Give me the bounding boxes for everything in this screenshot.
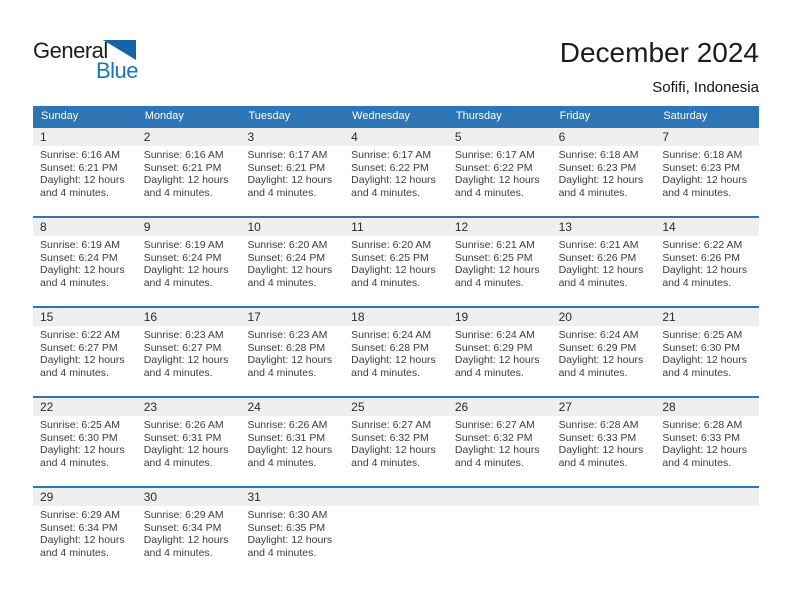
- daylight-text-line1: Daylight: 12 hours: [143, 354, 229, 367]
- day-cell-13: [552, 218, 656, 306]
- day-details: [344, 416, 448, 469]
- daylight-text-line2: and 4 minutes.: [351, 276, 421, 289]
- day-number: 4: [344, 128, 448, 146]
- sunset-text: Sunset: 6:24 PM: [143, 251, 222, 264]
- sunrise-text: Sunrise: 6:16 AM: [143, 149, 224, 161]
- sunset-text: Sunset: 6:32 PM: [351, 431, 429, 444]
- day-cell-3: [240, 128, 344, 216]
- sunrise-text: Sunrise: 6:20 AM: [247, 239, 328, 251]
- day-number: 20: [552, 308, 656, 326]
- daylight-text-line2: and 4 minutes.: [558, 186, 628, 199]
- day-details: [33, 236, 137, 289]
- calendar: [33, 106, 759, 576]
- daylight-text-line1: Daylight: 12 hours: [143, 264, 229, 277]
- day-number: 21: [655, 308, 759, 326]
- sunset-text: Sunset: 6:21 PM: [247, 161, 326, 174]
- daylight-text-line2: and 4 minutes.: [247, 456, 317, 469]
- day-number: 24: [240, 398, 344, 416]
- day-details: [240, 416, 344, 469]
- day-cell-8: [33, 218, 137, 306]
- day-details: [552, 416, 656, 469]
- day-number: 3: [240, 128, 344, 146]
- sunrise-text: Sunrise: 6:22 AM: [662, 239, 743, 251]
- daylight-text-line1: Daylight: 12 hours: [40, 264, 125, 277]
- week-row: [33, 486, 759, 576]
- daylight-text-line2: and 4 minutes.: [247, 366, 317, 379]
- daylight-text-line2: and 4 minutes.: [454, 186, 524, 199]
- day-cell-14: [655, 218, 759, 306]
- daylight-text-line1: Daylight: 12 hours: [247, 534, 333, 547]
- daylight-text-line2: and 4 minutes.: [454, 456, 524, 469]
- sunset-text: Sunset: 6:21 PM: [143, 161, 222, 174]
- day-cell-empty: [655, 488, 759, 576]
- day-cell-21: [655, 308, 759, 396]
- day-cell-empty: [552, 488, 656, 576]
- daylight-text-line1: Daylight: 12 hours: [558, 174, 644, 187]
- daylight-text-line2: and 4 minutes.: [40, 186, 109, 199]
- sunset-text: Sunset: 6:33 PM: [558, 431, 637, 444]
- daylight-text-line2: and 4 minutes.: [143, 456, 213, 469]
- day-cell-9: [137, 218, 241, 306]
- sunset-text: Sunset: 6:26 PM: [558, 251, 637, 264]
- sunset-text: Sunset: 6:29 PM: [454, 341, 533, 354]
- sunrise-text: Sunrise: 6:21 AM: [558, 239, 639, 251]
- day-cell-6: [552, 128, 656, 216]
- daylight-text-line1: Daylight: 12 hours: [40, 534, 125, 547]
- sunrise-text: Sunrise: 6:18 AM: [558, 149, 639, 161]
- day-number: 27: [552, 398, 656, 416]
- daylight-text-line1: Daylight: 12 hours: [662, 444, 747, 457]
- weekday-header-thursday: Thursday: [455, 110, 502, 122]
- day-number: 12: [448, 218, 552, 236]
- daylight-text-line1: Daylight: 12 hours: [454, 174, 540, 187]
- sunset-text: Sunset: 6:30 PM: [662, 341, 740, 354]
- sunrise-text: Sunrise: 6:21 AM: [454, 239, 535, 251]
- day-number: 5: [448, 128, 552, 146]
- daylight-text-line2: and 4 minutes.: [454, 366, 524, 379]
- day-details: [655, 146, 759, 199]
- sunset-text: Sunset: 6:22 PM: [454, 161, 533, 174]
- day-details: [344, 146, 448, 199]
- day-details: [448, 146, 552, 199]
- daylight-text-line2: and 4 minutes.: [454, 276, 524, 289]
- daylight-text-line2: and 4 minutes.: [662, 186, 732, 199]
- day-number: 14: [655, 218, 759, 236]
- sunset-text: Sunset: 6:33 PM: [662, 431, 740, 444]
- weekday-header-wednesday: Wednesday: [352, 110, 411, 122]
- daylight-text-line2: and 4 minutes.: [558, 276, 628, 289]
- day-details: [655, 416, 759, 469]
- day-details: [33, 326, 137, 379]
- logo-text-general: General: [33, 38, 108, 63]
- general-blue-logo: [33, 38, 173, 86]
- day-cell-25: [344, 398, 448, 486]
- day-number: 19: [448, 308, 552, 326]
- day-details: [448, 236, 552, 289]
- daylight-text-line1: Daylight: 12 hours: [40, 354, 125, 367]
- day-details: [137, 236, 241, 289]
- daylight-text-line1: Daylight: 12 hours: [351, 264, 436, 277]
- daylight-text-line1: Daylight: 12 hours: [143, 534, 229, 547]
- day-number: 30: [137, 488, 241, 506]
- day-cell-31: [240, 488, 344, 576]
- sunset-text: Sunset: 6:28 PM: [351, 341, 429, 354]
- day-cell-17: [240, 308, 344, 396]
- calendar-grid: [33, 126, 759, 576]
- day-number: [655, 488, 759, 506]
- daylight-text-line2: and 4 minutes.: [662, 276, 732, 289]
- daylight-text-line2: and 4 minutes.: [40, 366, 109, 379]
- weekday-header-row: [33, 106, 759, 126]
- sunrise-text: Sunrise: 6:28 AM: [662, 419, 743, 431]
- week-row: [33, 216, 759, 306]
- sunrise-text: Sunrise: 6:24 AM: [454, 329, 535, 341]
- sunrise-text: Sunrise: 6:23 AM: [247, 329, 328, 341]
- day-details: [552, 326, 656, 379]
- day-number: 16: [137, 308, 241, 326]
- day-number: 17: [240, 308, 344, 326]
- day-details: [344, 326, 448, 379]
- sunset-text: Sunset: 6:29 PM: [558, 341, 637, 354]
- day-cell-28: [655, 398, 759, 486]
- daylight-text-line2: and 4 minutes.: [247, 546, 317, 559]
- day-cell-18: [344, 308, 448, 396]
- sunset-text: Sunset: 6:26 PM: [662, 251, 740, 264]
- day-details: [552, 146, 656, 199]
- daylight-text-line2: and 4 minutes.: [40, 546, 109, 559]
- sunrise-text: Sunrise: 6:30 AM: [247, 509, 328, 521]
- daylight-text-line2: and 4 minutes.: [247, 276, 317, 289]
- daylight-text-line1: Daylight: 12 hours: [247, 444, 333, 457]
- day-details: [240, 236, 344, 289]
- day-details: [344, 236, 448, 289]
- daylight-text-line2: and 4 minutes.: [247, 186, 317, 199]
- day-cell-11: [344, 218, 448, 306]
- daylight-text-line1: Daylight: 12 hours: [558, 354, 644, 367]
- daylight-text-line1: Daylight: 12 hours: [662, 174, 747, 187]
- weekday-header-tuesday: Tuesday: [248, 110, 291, 122]
- daylight-text-line2: and 4 minutes.: [143, 366, 213, 379]
- day-number: 15: [33, 308, 137, 326]
- day-cell-7: [655, 128, 759, 216]
- week-row: [33, 126, 759, 216]
- sunrise-text: Sunrise: 6:24 AM: [558, 329, 639, 341]
- day-number: 7: [655, 128, 759, 146]
- daylight-text-line1: Daylight: 12 hours: [143, 444, 229, 457]
- day-details: [655, 236, 759, 289]
- sunrise-text: Sunrise: 6:26 AM: [247, 419, 328, 431]
- day-cell-5: [448, 128, 552, 216]
- day-number: 8: [33, 218, 137, 236]
- day-details: [137, 146, 241, 199]
- page-title: December 2024: [559, 37, 759, 68]
- sunrise-text: Sunrise: 6:24 AM: [351, 329, 432, 341]
- day-cell-15: [33, 308, 137, 396]
- day-cell-empty: [344, 488, 448, 576]
- sunrise-text: Sunrise: 6:17 AM: [454, 149, 535, 161]
- day-details: [448, 416, 552, 469]
- day-number: 1: [33, 128, 137, 146]
- day-details: [33, 146, 137, 199]
- logo-triangle-icon: [103, 40, 136, 60]
- day-number: 2: [137, 128, 241, 146]
- day-details: [137, 326, 241, 379]
- day-number: 25: [344, 398, 448, 416]
- day-number: 28: [655, 398, 759, 416]
- daylight-text-line2: and 4 minutes.: [662, 456, 732, 469]
- sunrise-text: Sunrise: 6:17 AM: [247, 149, 328, 161]
- daylight-text-line1: Daylight: 12 hours: [558, 444, 644, 457]
- weekday-header-friday: Friday: [559, 110, 591, 122]
- daylight-text-line1: Daylight: 12 hours: [351, 444, 436, 457]
- daylight-text-line1: Daylight: 12 hours: [143, 174, 229, 187]
- daylight-text-line1: Daylight: 12 hours: [662, 264, 747, 277]
- day-cell-29: [33, 488, 137, 576]
- day-cell-19: [448, 308, 552, 396]
- day-cell-22: [33, 398, 137, 486]
- sunset-text: Sunset: 6:23 PM: [558, 161, 637, 174]
- day-details: [240, 506, 344, 559]
- daylight-text-line2: and 4 minutes.: [558, 456, 628, 469]
- daylight-text-line1: Daylight: 12 hours: [454, 354, 540, 367]
- weekday-header-saturday: Saturday: [663, 110, 708, 122]
- day-cell-24: [240, 398, 344, 486]
- daylight-text-line1: Daylight: 12 hours: [40, 444, 125, 457]
- day-number: 29: [33, 488, 137, 506]
- day-cell-10: [240, 218, 344, 306]
- sunset-text: Sunset: 6:23 PM: [662, 161, 740, 174]
- day-number: 23: [137, 398, 241, 416]
- page-subtitle: Sofifi, Indonesia: [652, 79, 759, 96]
- sunrise-text: Sunrise: 6:25 AM: [40, 419, 120, 431]
- sunset-text: Sunset: 6:25 PM: [351, 251, 429, 264]
- daylight-text-line1: Daylight: 12 hours: [351, 354, 436, 367]
- sunset-text: Sunset: 6:34 PM: [40, 521, 118, 534]
- sunset-text: Sunset: 6:27 PM: [40, 341, 118, 354]
- daylight-text-line1: Daylight: 12 hours: [351, 174, 436, 187]
- sunrise-text: Sunrise: 6:29 AM: [143, 509, 224, 521]
- weekday-header-sunday: Sunday: [41, 110, 79, 122]
- sunrise-text: Sunrise: 6:18 AM: [662, 149, 743, 161]
- sunrise-text: Sunrise: 6:26 AM: [143, 419, 224, 431]
- sunset-text: Sunset: 6:22 PM: [351, 161, 429, 174]
- sunrise-text: Sunrise: 6:22 AM: [40, 329, 120, 341]
- sunrise-text: Sunrise: 6:27 AM: [351, 419, 432, 431]
- daylight-text-line2: and 4 minutes.: [40, 456, 109, 469]
- title-block: [560, 36, 759, 96]
- day-number: 18: [344, 308, 448, 326]
- day-cell-4: [344, 128, 448, 216]
- daylight-text-line1: Daylight: 12 hours: [247, 264, 333, 277]
- sunset-text: Sunset: 6:31 PM: [143, 431, 222, 444]
- week-row: [33, 306, 759, 396]
- daylight-text-line1: Daylight: 12 hours: [454, 264, 540, 277]
- sunset-text: Sunset: 6:34 PM: [143, 521, 222, 534]
- sunset-text: Sunset: 6:32 PM: [454, 431, 533, 444]
- day-number: [552, 488, 656, 506]
- day-details: [552, 236, 656, 289]
- day-details: [137, 506, 241, 559]
- day-number: [344, 488, 448, 506]
- day-cell-16: [137, 308, 241, 396]
- day-number: 13: [552, 218, 656, 236]
- day-cell-20: [552, 308, 656, 396]
- day-cell-26: [448, 398, 552, 486]
- day-details: [137, 416, 241, 469]
- sunrise-text: Sunrise: 6:29 AM: [40, 509, 120, 521]
- daylight-text-line2: and 4 minutes.: [558, 366, 628, 379]
- day-cell-2: [137, 128, 241, 216]
- day-cell-27: [552, 398, 656, 486]
- day-number: 9: [137, 218, 241, 236]
- daylight-text-line1: Daylight: 12 hours: [662, 354, 747, 367]
- day-cell-empty: [448, 488, 552, 576]
- sunrise-text: Sunrise: 6:28 AM: [558, 419, 639, 431]
- sunrise-text: Sunrise: 6:17 AM: [351, 149, 432, 161]
- daylight-text-line2: and 4 minutes.: [662, 366, 732, 379]
- sunrise-text: Sunrise: 6:19 AM: [40, 239, 120, 251]
- day-number: 26: [448, 398, 552, 416]
- sunrise-text: Sunrise: 6:25 AM: [662, 329, 743, 341]
- daylight-text-line1: Daylight: 12 hours: [40, 174, 125, 187]
- daylight-text-line1: Daylight: 12 hours: [247, 174, 333, 187]
- day-number: 10: [240, 218, 344, 236]
- day-details: [33, 416, 137, 469]
- day-details: [448, 326, 552, 379]
- day-details: [655, 326, 759, 379]
- sunrise-text: Sunrise: 6:23 AM: [143, 329, 224, 341]
- day-number: 6: [552, 128, 656, 146]
- sunset-text: Sunset: 6:28 PM: [247, 341, 326, 354]
- day-details: [240, 326, 344, 379]
- day-number: 22: [33, 398, 137, 416]
- sunset-text: Sunset: 6:27 PM: [143, 341, 222, 354]
- daylight-text-line1: Daylight: 12 hours: [454, 444, 540, 457]
- weekday-header-monday: Monday: [144, 110, 184, 122]
- daylight-text-line2: and 4 minutes.: [351, 456, 421, 469]
- daylight-text-line2: and 4 minutes.: [143, 546, 213, 559]
- daylight-text-line1: Daylight: 12 hours: [558, 264, 644, 277]
- daylight-text-line2: and 4 minutes.: [351, 186, 421, 199]
- day-number: 31: [240, 488, 344, 506]
- week-row: [33, 396, 759, 486]
- day-cell-1: [33, 128, 137, 216]
- sunset-text: Sunset: 6:21 PM: [40, 161, 118, 174]
- sunset-text: Sunset: 6:35 PM: [247, 521, 326, 534]
- day-cell-23: [137, 398, 241, 486]
- day-cell-12: [448, 218, 552, 306]
- day-details: [240, 146, 344, 199]
- sunrise-text: Sunrise: 6:27 AM: [454, 419, 535, 431]
- day-number: [448, 488, 552, 506]
- day-details: [33, 506, 137, 559]
- sunrise-text: Sunrise: 6:16 AM: [40, 149, 120, 161]
- daylight-text-line2: and 4 minutes.: [40, 276, 109, 289]
- daylight-text-line2: and 4 minutes.: [143, 186, 213, 199]
- daylight-text-line2: and 4 minutes.: [143, 276, 213, 289]
- sunrise-text: Sunrise: 6:19 AM: [143, 239, 224, 251]
- day-number: 11: [344, 218, 448, 236]
- sunrise-text: Sunrise: 6:20 AM: [351, 239, 432, 251]
- sunset-text: Sunset: 6:30 PM: [40, 431, 118, 444]
- sunset-text: Sunset: 6:24 PM: [40, 251, 118, 264]
- daylight-text-line2: and 4 minutes.: [351, 366, 421, 379]
- logo-text-blue: Blue: [96, 58, 139, 83]
- day-cell-30: [137, 488, 241, 576]
- daylight-text-line1: Daylight: 12 hours: [247, 354, 333, 367]
- sunset-text: Sunset: 6:31 PM: [247, 431, 326, 444]
- sunset-text: Sunset: 6:24 PM: [247, 251, 326, 264]
- sunset-text: Sunset: 6:25 PM: [454, 251, 533, 264]
